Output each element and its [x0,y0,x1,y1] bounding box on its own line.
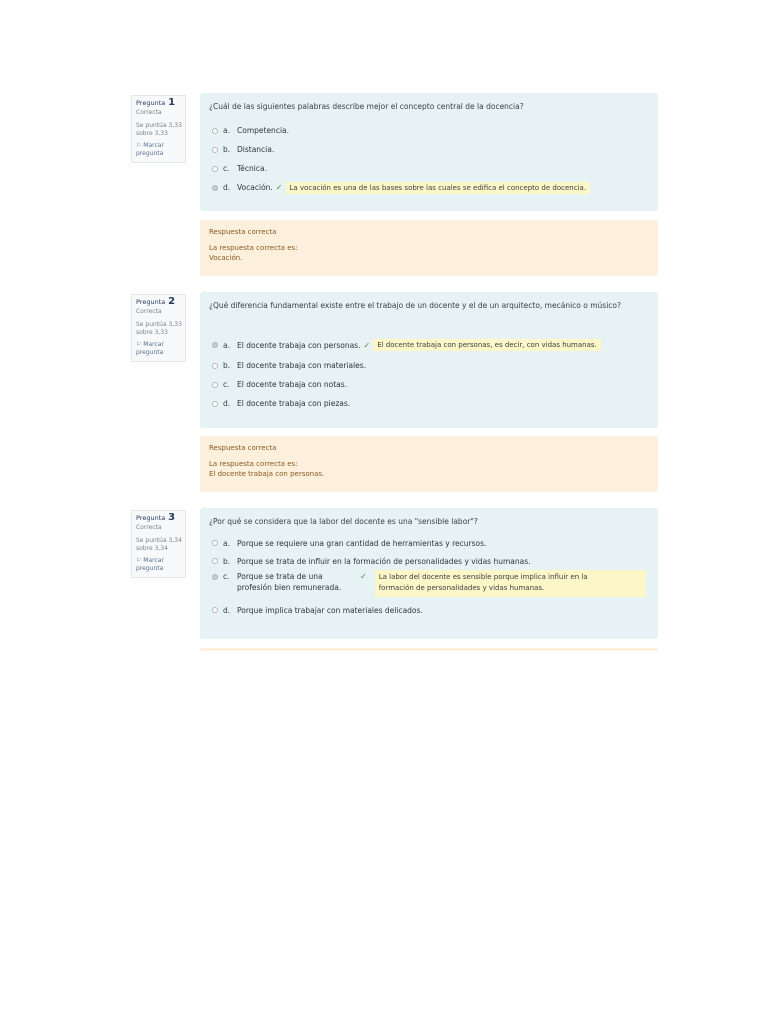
option-letter: b. [223,556,231,566]
question-text: ¿Por qué se considera que la labor del docente es una "sensible labor"? [209,517,478,526]
option-d[interactable] [209,394,648,413]
option-d[interactable] [209,178,648,197]
question-1-formulation [200,93,658,211]
right-answer: El docente trabaja con personas. [209,470,325,478]
option-text: Competencia. [237,126,290,135]
question-1-feedback [200,220,658,276]
option-feedback [375,570,646,597]
question-1-info [131,95,186,163]
option-b[interactable] [209,356,648,375]
check-icon: ✓ [360,572,367,581]
option-letter: b. [223,145,231,154]
option-feedback-line: La labor del docente es sensible porque implica influir en la [378,573,588,581]
radio-button[interactable] [212,128,218,134]
option-text: El docente trabaja con notas. [237,380,348,389]
question-grade: Se puntúa 3,34 sobre 3,34 [136,537,182,552]
flag-question-link[interactable]: ⚐ Marcar pregunta [136,557,164,572]
option-letter: a. [223,126,230,135]
option-feedback: La vocación es una de las bases sobre las cuales se edifica el concepto de docencia. [286,182,591,194]
question-label: Pregunta [136,298,166,306]
feedback-title: Respuesta correcta [209,444,277,452]
option-c[interactable] [209,159,648,178]
radio-button-selected[interactable] [212,574,218,580]
option-text: Porque implica trabajar con materiales delicados. [237,605,423,615]
radio-button[interactable] [212,363,218,369]
question-number: 2 [168,296,176,307]
option-b[interactable] [209,140,648,159]
question-number: 1 [168,97,176,108]
question-grade: Se puntúa 3,33 sobre 3,33 [136,321,182,336]
option-letter: a. [223,538,230,548]
option-letter: c. [223,380,230,389]
option-b[interactable] [209,552,648,570]
question-text: ¿Qué diferencia fundamental existe entre el trabajo de un docente y el de un arquitecto, mecánico o músico? [209,301,621,310]
option-text-line: Porque se trata de una [237,572,323,581]
option-letter: a. [223,340,230,350]
feedback-title: Respuesta correcta [209,228,277,236]
option-letter: b. [223,361,231,370]
option-letter: c. [223,572,230,581]
question-text: ¿Cuál de las siguientes palabras describe mejor el concepto central de la docencia? [209,102,524,111]
option-a[interactable] [209,334,648,356]
flag-question-link[interactable]: ⚐ Marcar pregunta [136,341,164,356]
radio-button-selected[interactable] [212,342,218,348]
option-a[interactable] [209,534,648,552]
radio-button[interactable] [212,401,218,407]
option-c[interactable] [209,570,648,600]
option-feedback: El docente trabaja con personas, es decir, con vidas humanas. [373,339,601,351]
option-d[interactable] [209,600,648,620]
option-a[interactable] [209,121,648,140]
question-2-info [131,294,186,362]
radio-button[interactable] [212,540,218,546]
question-2-formulation [200,292,658,428]
option-text: Porque se trata de influir en la formación de personalidades y vidas humanas. [237,556,531,566]
right-answer-label: La respuesta correcta es: [209,460,298,468]
right-answer-label: La respuesta correcta es: [209,244,298,252]
radio-button[interactable] [212,382,218,388]
flag-question-link[interactable]: ⚐ Marcar pregunta [136,142,164,157]
option-text-line: profesión bien remunerada. [237,583,342,592]
option-text: El docente trabaja con piezas. [237,399,351,408]
option-text [237,571,357,593]
radio-button[interactable] [212,607,218,613]
option-feedback-line: formación de personalidades y vidas humanas. [378,584,545,592]
option-text: El docente trabaja con materiales. [237,361,367,370]
option-letter: d. [223,605,231,615]
question-state: Correcta [136,308,162,315]
option-letter: d. [223,399,231,408]
question-number: 3 [168,512,176,523]
question-label: Pregunta [136,514,166,522]
question-3-feedback [200,648,658,651]
radio-button[interactable] [212,147,218,153]
option-text: Vocación. [237,183,273,192]
option-c[interactable] [209,375,648,394]
radio-button-selected[interactable] [212,185,218,191]
option-letter: d. [223,183,231,192]
question-label: Pregunta [136,99,166,107]
option-letter: c. [223,164,230,173]
question-grade: Se puntúa 3,33 sobre 3,33 [136,122,182,137]
question-state: Correcta [136,109,162,116]
question-3-info [131,510,186,578]
check-icon: ✓ [363,340,371,350]
radio-button[interactable] [212,558,218,564]
radio-button[interactable] [212,166,218,172]
question-2-feedback [200,436,658,492]
question-state: Correcta [136,524,162,531]
question-3-formulation [200,508,658,639]
right-answer: Vocación. [209,254,243,262]
check-icon: ✓ [275,183,283,192]
option-text: El docente trabaja con personas. [237,340,361,350]
option-text: Distancia. [237,145,275,154]
option-text: Técnica. [237,164,267,173]
option-text: Porque se requiere una gran cantidad de herramientas y recursos. [237,538,487,548]
